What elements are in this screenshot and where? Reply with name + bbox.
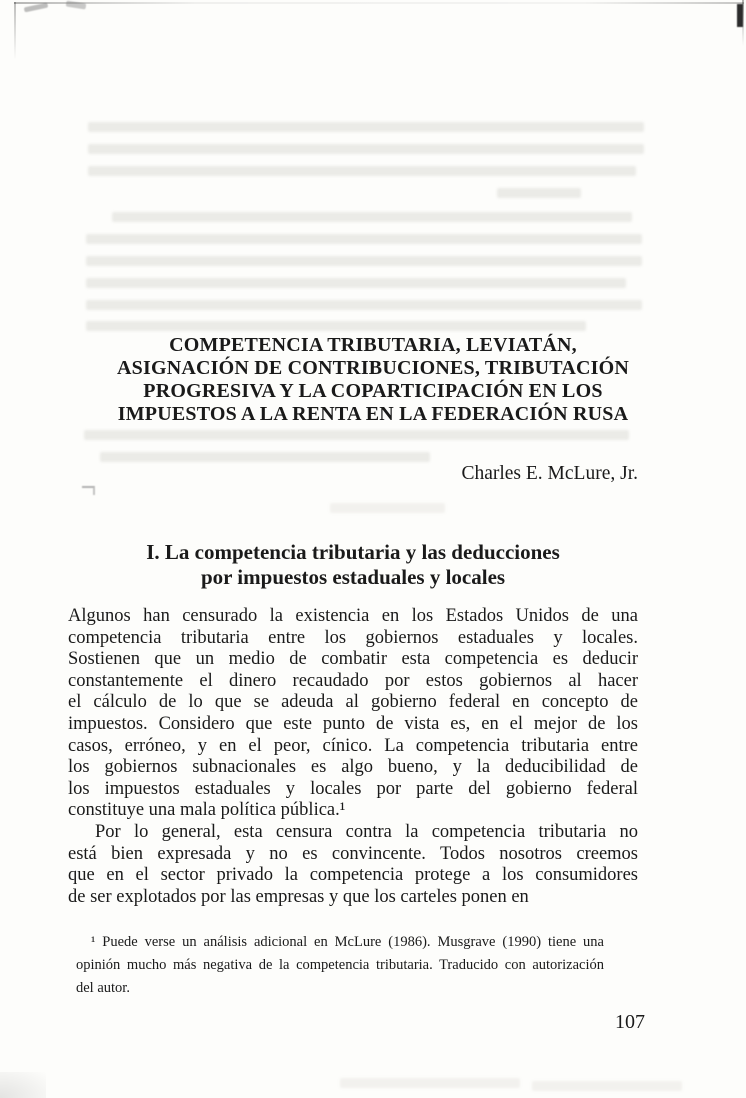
bleedthrough-text-ghost xyxy=(86,321,586,331)
article-title-line: COMPETENCIA TRIBUTARIA, LEVIATÁN, xyxy=(169,334,577,356)
bleedthrough-text-ghost xyxy=(86,234,642,244)
bleedthrough-text-ghost xyxy=(112,212,632,222)
bleedthrough-text-ghost xyxy=(88,122,644,132)
footnote-line: del autor. xyxy=(76,980,130,996)
bleedthrough-text-ghost xyxy=(497,188,581,198)
bleedthrough-text-ghost xyxy=(84,430,629,440)
body-text-line: Sostienen que un medio de combatir esta competencia es deducir xyxy=(68,649,638,670)
footnote-line: ¹ Puede verse un análisis adicional en McLure (1986). Musgrave (1990) tiene una xyxy=(91,934,604,950)
pencil-mark xyxy=(82,486,95,495)
scan-top-edge-line xyxy=(14,2,744,4)
page-number: 107 xyxy=(615,1011,645,1033)
footnote xyxy=(76,931,604,1000)
section-heading xyxy=(68,540,638,590)
bleedthrough-text-ghost xyxy=(88,166,636,176)
bleedthrough-text-ghost xyxy=(86,300,642,310)
body-text xyxy=(68,606,638,908)
body-text-line: el cálculo de lo que se adeuda al gobierno federal en concepto de xyxy=(68,692,638,713)
body-text-line: de ser explotados por las empresas y que los carteles ponen en xyxy=(68,886,529,907)
bleedthrough-text-ghost xyxy=(86,256,642,266)
body-text-line: que en el sector privado la competencia protege a los consumidores xyxy=(68,865,638,886)
body-text-line: constituye una mala política pública.¹ xyxy=(68,800,346,821)
body-text-line: casos, erróneo, y en el peor, cínico. La competencia tributaria entre xyxy=(68,735,638,756)
scan-left-edge-line xyxy=(14,2,16,60)
bleedthrough-text-ghost xyxy=(532,1081,682,1091)
body-text-line: los gobiernos subnacionales es algo bueno, y la deducibilidad de xyxy=(68,757,638,778)
pencil-mark xyxy=(24,3,49,13)
body-text-line: competencia tributaria entre los gobiernos estaduales y locales. xyxy=(68,627,638,648)
body-text-line: está bien expresada y no es convincente. Todos nosotros creemos xyxy=(68,843,638,864)
bleedthrough-text-ghost xyxy=(330,503,445,513)
body-text-line: los impuestos estaduales y locales por parte del gobierno federal xyxy=(68,778,638,799)
article-title-line: IMPUESTOS A LA RENTA EN LA FEDERACIÓN RUSA xyxy=(117,403,629,425)
author-byline: Charles E. McLure, Jr. xyxy=(461,463,638,484)
section-heading-line: por impuestos estaduales y locales xyxy=(200,565,506,589)
paragraph xyxy=(68,822,638,908)
body-text-line: constantemente el dinero recaudado por estos gobiernos al hacer xyxy=(68,670,638,691)
section-heading-line: I. La competencia tributaria y las deducciones xyxy=(146,540,560,564)
article-title-line: ASIGNACIÓN DE CONTRIBUCIONES, TRIBUTACIÓN xyxy=(117,357,629,379)
bleedthrough-text-ghost xyxy=(86,278,626,288)
scan-corner-mark xyxy=(737,4,743,27)
body-text-line: Algunos han censurado la existencia en los Estados Unidos de una xyxy=(68,606,638,626)
body-text-line: impuestos. Considero que este punto de vista es, en el mejor de los xyxy=(68,713,638,734)
body-text-line: Por lo general, esta censura contra la competencia tributaria no xyxy=(95,821,638,842)
bleedthrough-text-ghost xyxy=(100,452,430,462)
article-title xyxy=(56,334,690,426)
scan-corner-smudge xyxy=(0,1072,46,1098)
paragraph xyxy=(68,606,638,822)
footnote-line: opinión mucho más negativa de la competencia tributaria. Traducido con autorización xyxy=(76,957,604,973)
article-title-line: PROGRESIVA Y LA COPARTICIPACIÓN EN LOS xyxy=(143,380,603,402)
bleedthrough-text-ghost xyxy=(340,1078,520,1088)
bleedthrough-text-ghost xyxy=(88,144,644,154)
